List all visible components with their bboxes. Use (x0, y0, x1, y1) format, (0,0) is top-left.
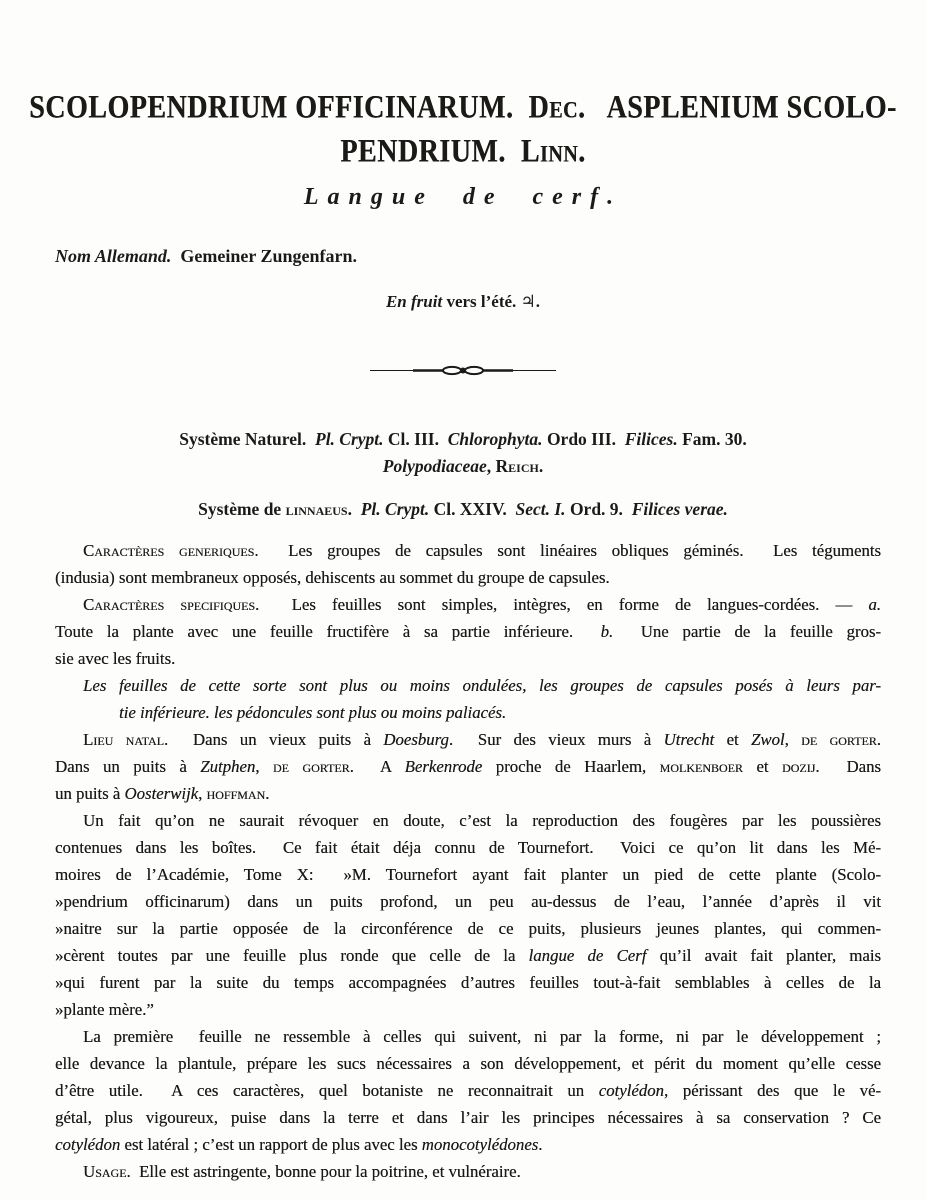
text-segment: elle devance la plantule, prépare les sucs nécessaires a son développement, et périt du moment qu’elle cesse (55, 1054, 881, 1073)
text-segment: Chlorophyta. (447, 429, 543, 449)
text-segment: Les groupes de capsules sont linéaires obliques géminés. Les téguments (258, 541, 881, 560)
text-line (55, 996, 881, 1023)
text-segment: qu’il avait fait planter, mais (646, 946, 881, 965)
paragraph (55, 672, 881, 726)
german-name-line (0, 244, 926, 268)
text-line (55, 780, 881, 807)
text-line (55, 645, 881, 672)
text-line (55, 915, 881, 942)
text-segment: La première feuille ne ressemble à celles qui suivent, ni par la forme, ni par le développement ; (83, 1027, 881, 1046)
document-body (0, 537, 926, 1185)
classification-natural-system (0, 426, 926, 480)
text-segment: Gemeiner Zungenfarn. (171, 246, 358, 266)
text-line (55, 969, 881, 996)
text-line (55, 564, 881, 591)
text-segment: Oosterwijk (124, 784, 199, 803)
text-segment: Zutphen (200, 757, 256, 776)
paragraph (55, 807, 881, 1023)
text-segment: vers l’été. ♃. (442, 292, 541, 311)
fruiting-season-line (0, 290, 926, 314)
text-line (55, 244, 926, 268)
text-segment: Linn. (520, 133, 586, 170)
text-segment: En fruit (385, 292, 443, 311)
text-segment: cotylédon (598, 1081, 664, 1100)
text-line (0, 290, 926, 314)
text-line (55, 1023, 881, 1050)
text-line (55, 1050, 881, 1077)
paragraph (55, 537, 881, 591)
text-segment: est latéral ; c’est un rapport de plus avec les (120, 1135, 422, 1154)
text-line (55, 888, 881, 915)
text-line (55, 942, 881, 969)
classification-linnaeus-system (0, 496, 926, 523)
text-segment: Berkenrode (404, 757, 483, 776)
text-segment: , (255, 757, 273, 776)
text-segment: Doesburg (383, 730, 449, 749)
text-segment: tie inférieure. les pédoncules sont plus ou moins paliacés. (119, 703, 507, 722)
text-line (55, 699, 881, 726)
text-line (55, 1158, 881, 1185)
text-segment: Elle est astringente, bonne pour la poitrine, et vulnéraire. (130, 1162, 521, 1181)
text-segment: Filices. (624, 429, 678, 449)
text-segment: Dans (819, 757, 881, 776)
text-line (55, 618, 881, 645)
paragraph (55, 591, 881, 672)
paragraph (55, 726, 881, 807)
text-line (0, 86, 926, 130)
text-segment: , (486, 456, 496, 476)
text-segment: , (784, 730, 802, 749)
text-line (55, 726, 881, 753)
text-segment: A (353, 757, 405, 776)
text-segment: PENDRIUM. (340, 133, 521, 170)
text-segment: Utrecht (663, 730, 715, 749)
text-line (55, 861, 881, 888)
text-line (55, 1104, 881, 1131)
text-line (0, 426, 926, 453)
text-segment: ASPLENIUM SCOLO- (585, 89, 897, 126)
text-segment: Pl. Crypt. (315, 429, 384, 449)
text-segment: et (714, 730, 751, 749)
text-line (55, 672, 881, 699)
text-segment: , périssant des que le vé- (663, 1081, 881, 1100)
text-segment: Les feuilles de cette sorte sont plus ou moins ondulées, les groupes de capsules posés à leurs par- (83, 676, 881, 695)
paragraph (55, 1158, 881, 1185)
ornament-divider (0, 364, 926, 376)
text-segment: d’être utile. A ces caractères, quel botaniste ne reconnaitrait un (55, 1081, 599, 1100)
text-segment: Toute la plante avec une feuille fructifère à sa partie inférieure. (55, 622, 601, 641)
text-segment: monocotylédones (421, 1135, 539, 1154)
text-segment: Cl. XXIV. (429, 499, 516, 519)
text-segment: dozij. (782, 757, 820, 776)
text-segment: Usage. (83, 1162, 131, 1181)
ornament-divider-icon (368, 364, 558, 376)
text-segment: Filices verae. (631, 499, 728, 519)
text-segment: proche de Haarlem, (482, 757, 660, 776)
text-segment: Dans un puits à (55, 757, 201, 776)
text-line (0, 130, 926, 174)
text-segment: contenues dans les boîtes. Ce fait était déja connu de Tournefort. Voici ce qu’on lit dans les Mé- (55, 838, 881, 857)
text-segment: Nom Allemand. (55, 246, 172, 266)
text-segment: »naitre sur la partie opposée de la circonférence de ce puits, plusieurs jeunes plantes, qui commen- (55, 919, 881, 938)
text-segment: hoffman. (206, 784, 270, 803)
text-segment: et (742, 757, 782, 776)
text-segment: Système de (198, 499, 286, 519)
text-segment: »qui furent par la suite du temps accompagnées d’autres feuilles tout-à-fait semblables à celles de la (55, 973, 881, 992)
text-segment: Une partie de la feuille gros- (613, 622, 881, 641)
text-segment: , (198, 784, 207, 803)
text-segment: cotylédon (55, 1135, 121, 1154)
text-segment: Polypodiaceae (382, 456, 487, 476)
text-segment: un puits à (55, 784, 125, 803)
text-segment: Pl. Crypt. (360, 499, 430, 519)
text-line (55, 834, 881, 861)
text-segment: »pendrium officinarum) dans un puits profond, un peu au-dessus de l’eau, l’année d’après il vit (55, 892, 881, 911)
text-segment: Dans un vieux puits à (168, 730, 384, 749)
text-segment: Lieu natal. (83, 730, 169, 749)
text-segment: . Sur des vieux murs à (448, 730, 664, 749)
text-segment: »plante mère.” (55, 1000, 154, 1019)
text-segment: sie avec les fruits. (55, 649, 176, 668)
text-segment: Ord. 9. (565, 499, 632, 519)
text-segment: Zwol (751, 730, 785, 749)
french-common-name: Langue de cerf. (303, 184, 623, 210)
text-segment: Système Naturel. (179, 429, 315, 449)
text-segment: Sect. I. (515, 499, 566, 519)
page-title (0, 86, 926, 174)
text-line (0, 496, 926, 523)
text-segment: Fam. 30. (677, 429, 747, 449)
text-segment (352, 499, 361, 519)
text-segment: moires de l’Académie, Tome X: »M. Tournefort ayant fait planter un pied de cette plante (Scolo- (55, 865, 881, 884)
text-segment: de gorter. (801, 730, 881, 749)
text-line (55, 1077, 881, 1104)
text-line (55, 537, 881, 564)
text-segment: (indusia) sont membraneux opposés, dehiscents au sommet du groupe de capsules. (55, 568, 610, 587)
text-segment: Les feuilles sont simples, intègres, en forme de langues-cordées. — (259, 595, 869, 614)
text-line (55, 753, 881, 780)
text-segment: Ordo III. (542, 429, 625, 449)
text-segment: gétal, plus vigoureux, puise dans la terre et dans l’air les principes nécessaires à sa conservation ? Ce (55, 1108, 881, 1127)
text-segment: langue de Cerf (528, 946, 647, 965)
text-segment: SCOLOPENDRIUM OFFICINARUM. (29, 89, 529, 126)
text-segment: Dec. (528, 89, 586, 126)
text-segment: Un fait qu’on ne saurait révoquer en doute, c’est la reproduction des fougères par les poussières (83, 811, 881, 830)
text-line (55, 591, 881, 618)
text-segment: molkenboer (659, 757, 743, 776)
text-segment: . (538, 1135, 543, 1154)
text-segment: »cèrent toutes par une feuille plus ronde que celle de la (55, 946, 529, 965)
text-line (55, 807, 881, 834)
text-segment: Cl. III. (383, 429, 448, 449)
text-segment: a. (868, 595, 881, 614)
text-segment: linnaeus. (285, 499, 352, 519)
text-line (0, 453, 926, 480)
text-segment: Caractères generiques. (83, 541, 259, 560)
paragraph (55, 1023, 881, 1158)
text-segment: Reich. (495, 456, 544, 476)
text-segment: de gorter. (272, 757, 354, 776)
text-segment: Caractères specifiques. (83, 595, 260, 614)
text-segment: b. (600, 622, 614, 641)
text-line (55, 1131, 881, 1158)
